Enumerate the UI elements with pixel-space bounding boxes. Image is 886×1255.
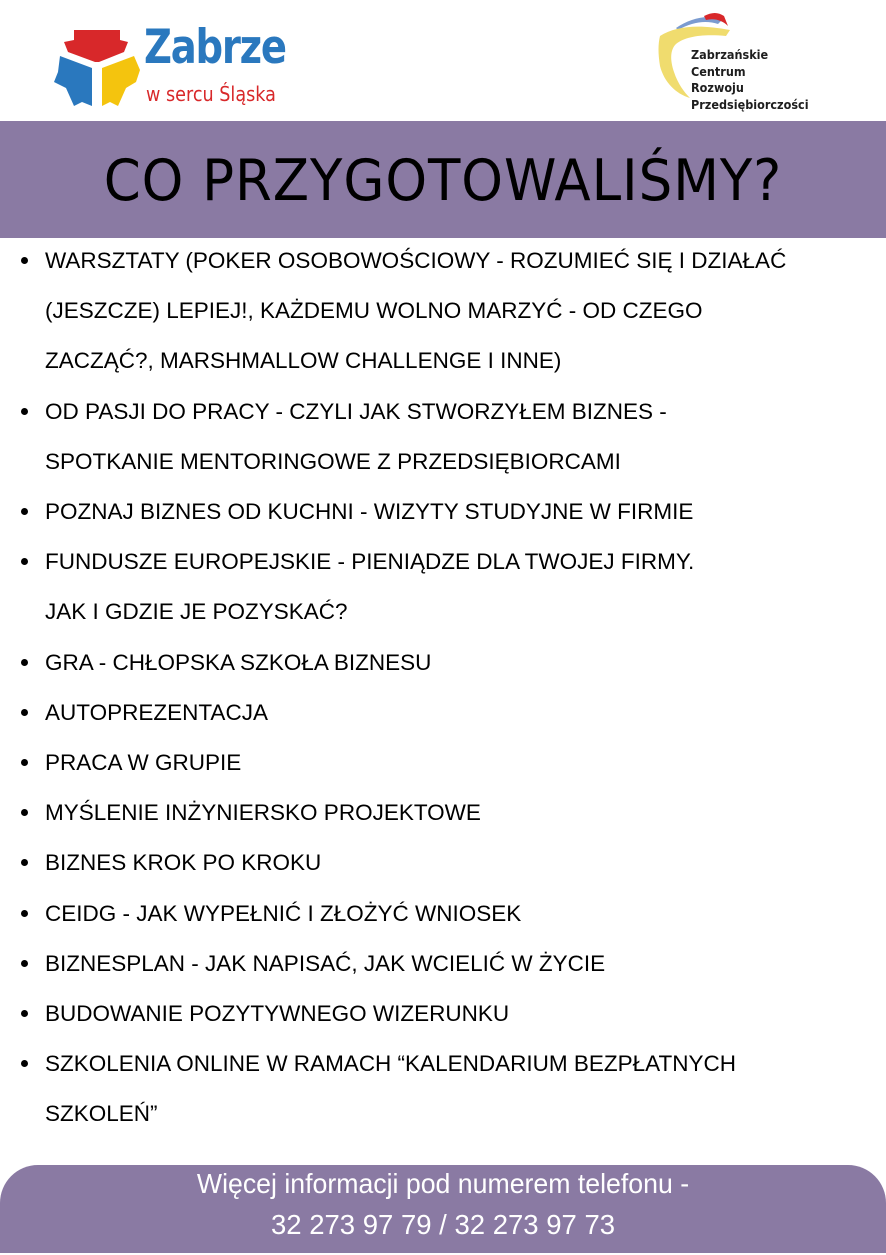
bullet-icon (21, 408, 28, 415)
list-item-line: BIZNES KROK PO KROKU (45, 850, 322, 876)
contact-phone-numbers: 32 273 97 79 / 32 273 97 73 (270, 1209, 616, 1240)
header (0, 0, 886, 120)
list-item-line: WARSZTATY (POKER OSOBOWOŚCIOWY - ROZUMIEĆ SIĘ I DZIAŁAĆ (45, 248, 787, 273)
list-item-line: (JESZCZE) LEPIEJ!, KAŻDEMU WOLNO MARZYĆ - OD CZEGO (45, 298, 703, 324)
bullet-icon (21, 910, 28, 917)
list-item-line: BIZNESPLAN - JAK NAPISAĆ, JAK WCIELIĆ W ŻYCIE (45, 950, 606, 976)
list-item-line: ZACZĄĆ?, MARSHMALLOW CHALLENGE I INNE) (45, 348, 562, 374)
bullet-icon (21, 859, 28, 866)
zcrp-line-4: Przedsiębiorczości (691, 96, 809, 112)
list-item (0, 1039, 886, 1139)
list-item-line: AUTOPREZENTACJA (45, 699, 268, 725)
zabrze-logo (52, 20, 302, 112)
bullet-icon (21, 558, 28, 565)
bullet-icon (21, 257, 28, 264)
list-item-line: SZKOLENIA ONLINE W RAMACH “KALENDARIUM BEZPŁATNYCH (45, 1051, 736, 1077)
list-item (0, 236, 886, 387)
list-item-line: CEIDG - JAK WYPEŁNIĆ I ZŁOŻYĆ WNIOSEK (45, 900, 522, 926)
bullet-icon (21, 1010, 28, 1017)
bullet-icon (21, 508, 28, 515)
page-title: CO PRZYGOTOWALIŚMY? (103, 148, 783, 214)
list-item-line: SPOTKANIE MENTORINGOWE Z PRZEDSIĘBIORCAMI (45, 448, 621, 474)
zcrp-line-2: Centrum (691, 63, 746, 79)
zcrp-line-1: Zabrzańskie (691, 47, 769, 62)
list-item (0, 537, 886, 637)
list-item-line: PRACA W GRUPIE (45, 750, 242, 776)
list-item (0, 487, 886, 537)
list-item-line: JAK I GDZIE JE POZYSKAĆ? (45, 599, 348, 625)
list-item-line: GRA - CHŁOPSKA SZKOŁA BIZNESU (45, 649, 432, 675)
list-item (0, 638, 886, 688)
list-item-line: POZNAJ BIZNES OD KUCHNI - WIZYTY STUDYJNE W FIRMIE (45, 499, 694, 525)
list-item (0, 939, 886, 989)
zabrze-brand-name: Zabrze (144, 20, 286, 75)
offer-list (0, 236, 886, 1140)
bullet-icon (21, 659, 28, 666)
list-item-line: FUNDUSZE EUROPEJSKIE - PIENIĄDZE DLA TWOJEJ FIRMY. (45, 549, 695, 575)
bullet-icon (21, 709, 28, 716)
list-item (0, 387, 886, 487)
title-band (0, 121, 886, 238)
zabrze-tagline: w sercu Śląska (146, 82, 276, 106)
bullet-icon (21, 960, 28, 967)
list-item (0, 838, 886, 888)
zabrze-emblem-icon (52, 26, 142, 108)
list-item (0, 788, 886, 838)
list-item-line: MYŚLENIE INŻYNIERSKO PROJEKTOWE (45, 800, 481, 826)
bullet-icon (21, 759, 28, 766)
list-item-line: SZKOLEŃ” (45, 1101, 158, 1127)
list-item (0, 989, 886, 1039)
contact-footer (0, 1165, 886, 1253)
list-item (0, 688, 886, 738)
list-item-line: BUDOWANIE POZYTYWNEGO WIZERUNKU (45, 1001, 510, 1027)
zcrp-logo (656, 10, 826, 116)
zcrp-line-3: Rozwoju (691, 80, 744, 95)
bullet-icon (21, 809, 28, 816)
bullet-icon (21, 1060, 28, 1067)
list-item (0, 889, 886, 939)
list-item (0, 738, 886, 788)
zcrp-name (691, 47, 809, 113)
list-item-line: OD PASJI DO PRACY - CZYLI JAK STWORZYŁEM BIZNES - (45, 398, 667, 424)
contact-info-text: Więcej informacji pod numerem telefonu - (196, 1168, 690, 1199)
